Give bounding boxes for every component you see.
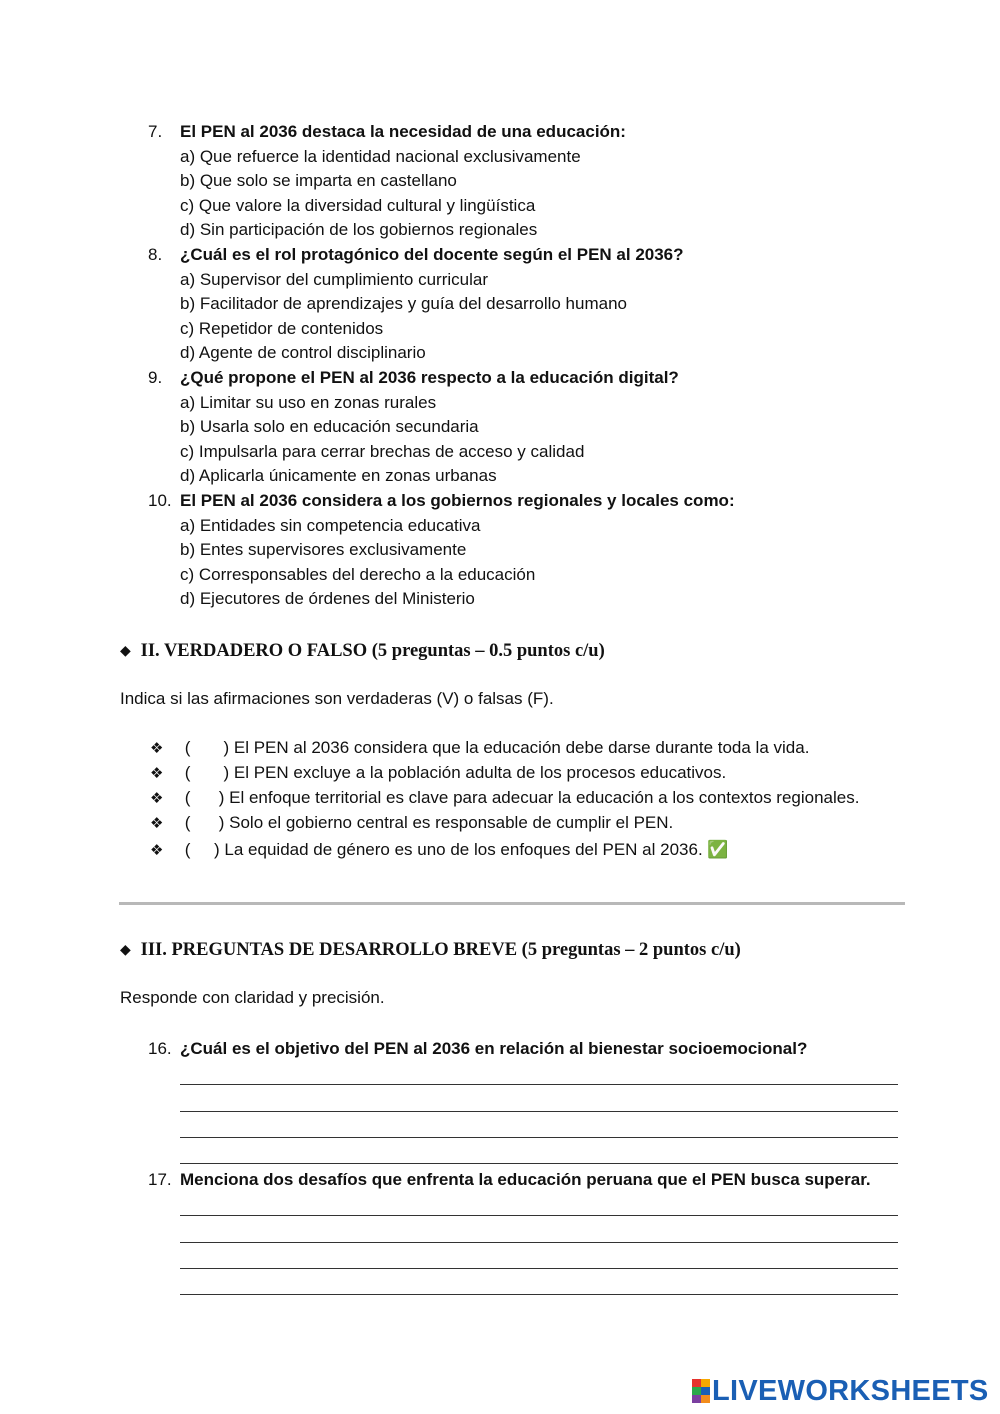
question-number: 16. — [148, 1039, 172, 1058]
option-c: c) Impulsarla para cerrar brechas de acceso y calidad — [180, 441, 585, 461]
option-d: d) Ejecutores de órdenes del Ministerio — [180, 589, 475, 609]
diamond-icon: ◆ — [120, 644, 131, 659]
tf-item-4 — [150, 811, 673, 836]
tf-item-2 — [150, 761, 726, 786]
tf-item-5 — [150, 838, 729, 863]
tf-item-1 — [150, 736, 809, 761]
option-b: b) Facilitador de aprendizajes y guía del desarrollo humano — [180, 294, 627, 314]
diamond-bullet-icon: ❖ — [150, 842, 164, 859]
logo-tile — [701, 1395, 710, 1403]
answer-blank[interactable]: ( ) — [184, 738, 230, 757]
question-number: 17. — [148, 1170, 172, 1189]
answer-line[interactable] — [180, 1268, 898, 1269]
diamond-bullet-icon: ❖ — [150, 815, 164, 832]
option-d: d) Sin participación de los gobiernos regionales — [180, 220, 538, 240]
question-number: 7. — [148, 122, 163, 141]
option-c: c) Que valore la diversidad cultural y lingüística — [180, 195, 536, 215]
logo-tile — [701, 1379, 710, 1387]
logo-tile — [692, 1395, 701, 1403]
tf-item-3 — [150, 786, 859, 811]
diamond-bullet-icon: ❖ — [150, 765, 164, 782]
option-a: a) Limitar su uso en zonas rurales — [180, 392, 437, 412]
answer-line[interactable] — [180, 1111, 898, 1112]
option-b: b) Entes supervisores exclusivamente — [180, 540, 467, 560]
tf-statement: El PEN al 2036 considera que la educación debe darse durante toda la vida. — [233, 738, 810, 757]
section-3-instruction: Responde con claridad y precisión. — [120, 988, 385, 1007]
tf-statement: Solo el gobierno central es responsable de cumplir el PEN. — [229, 813, 674, 832]
answer-blank[interactable]: ( ) — [184, 763, 230, 782]
option-b: b) Usarla solo en educación secundaria — [180, 417, 479, 437]
logo-text: LIVEWORKSHEETS — [712, 1374, 989, 1407]
section-2-instruction: Indica si las afirmaciones son verdaderas (V) o falsas (F). — [120, 689, 554, 708]
section-2-title-text: II. VERDADERO O FALSO (5 preguntas – 0.5 puntos c/u) — [140, 641, 605, 661]
option-c: c) Corresponsables del derecho a la educación — [180, 564, 536, 584]
answer-blank[interactable]: ( ) — [184, 813, 225, 832]
logo-tile — [692, 1387, 701, 1395]
question-number: 10. — [148, 491, 172, 510]
answer-line[interactable] — [180, 1294, 898, 1295]
liveworksheets-mark-icon — [692, 1379, 710, 1403]
option-a: a) Supervisor del cumplimiento curricular — [180, 269, 489, 289]
answer-line[interactable] — [180, 1084, 898, 1085]
option-d: d) Agente de control disciplinario — [180, 343, 426, 363]
question-text: Menciona dos desafíos que enfrenta la educación peruana que el PEN busca superar. — [180, 1170, 871, 1189]
answer-line[interactable] — [180, 1137, 898, 1138]
answer-blank[interactable]: ( ) — [184, 788, 225, 807]
option-c: c) Repetidor de contenidos — [180, 318, 384, 338]
answer-line[interactable] — [180, 1242, 898, 1243]
liveworksheets-logo — [692, 1376, 989, 1406]
answer-blank[interactable]: ( ) — [184, 840, 220, 859]
diamond-bullet-icon: ❖ — [150, 790, 164, 807]
section-divider — [119, 902, 905, 905]
section-3-title-text: III. PREGUNTAS DE DESARROLLO BREVE (5 preguntas – 2 puntos c/u) — [140, 940, 741, 960]
tf-statement: La equidad de género es uno de los enfoques del PEN al 2036. ✅ — [224, 840, 729, 859]
question-number: 8. — [148, 245, 163, 264]
diamond-icon: ◆ — [120, 943, 131, 958]
logo-tile — [701, 1387, 710, 1395]
question-text: ¿Qué propone el PEN al 2036 respecto a la educación digital? — [180, 368, 679, 387]
tf-statement: El PEN excluye a la población adulta de los procesos educativos. — [233, 763, 727, 782]
answer-line[interactable] — [180, 1163, 898, 1164]
section-2-title — [120, 639, 605, 664]
option-a: a) Que refuerce la identidad nacional exclusivamente — [180, 146, 581, 166]
answer-line[interactable] — [180, 1215, 898, 1216]
option-b: b) Que solo se imparta en castellano — [180, 171, 457, 191]
question-number: 9. — [148, 368, 163, 387]
question-text: ¿Cuál es el rol protagónico del docente según el PEN al 2036? — [180, 245, 684, 264]
option-a: a) Entidades sin competencia educativa — [180, 515, 481, 535]
question-text: ¿Cuál es el objetivo del PEN al 2036 en relación al bienestar socioemocional? — [180, 1039, 808, 1058]
option-d: d) Aplicarla únicamente en zonas urbanas — [180, 466, 497, 486]
question-text: El PEN al 2036 destaca la necesidad de una educación: — [180, 122, 626, 141]
tf-statement: El enfoque territorial es clave para adecuar la educación a los contextos regionales. — [229, 788, 860, 807]
section-3-title — [120, 938, 741, 963]
question-text: El PEN al 2036 considera a los gobiernos regionales y locales como: — [180, 491, 735, 510]
diamond-bullet-icon: ❖ — [150, 740, 164, 757]
logo-tile — [692, 1379, 701, 1387]
